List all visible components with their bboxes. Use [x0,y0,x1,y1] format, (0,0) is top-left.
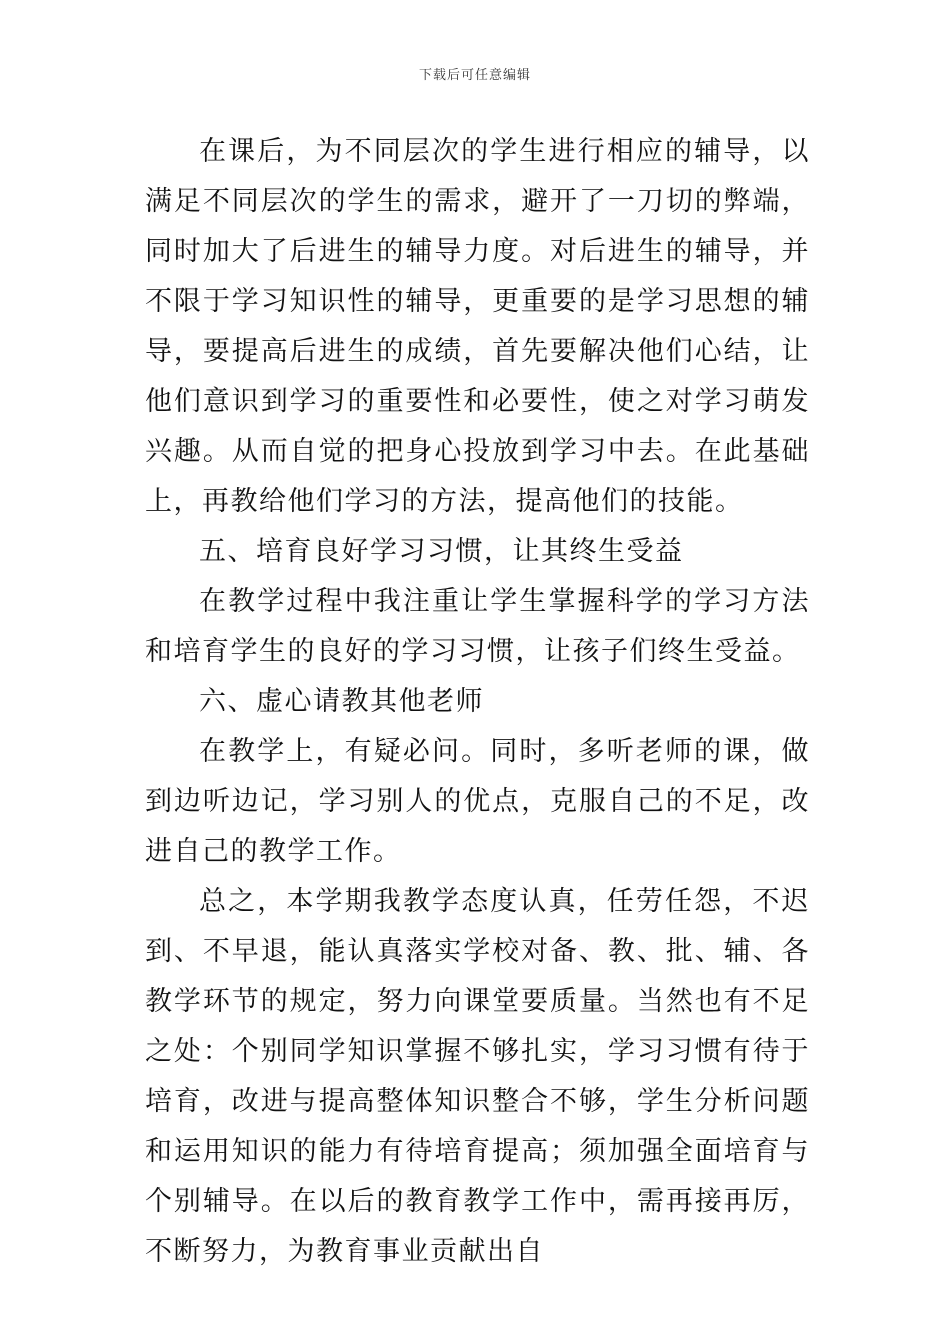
heading-section-six: 六、虚心请教其他老师 [199,686,484,717]
heading-section-five: 五、培育良好学习习惯，让其终生受益 [199,536,684,567]
paragraph-study-habits: 在教学过程中我注重让学生掌握科学的学习方法和培育学生的良好的学习习惯，让孩子们终生受益。 [145,586,810,667]
paragraph-summary: 总之，本学期我教学态度认真，任劳任怨，不迟到、不早退，能认真落实学校对备、教、批、辅、各教学环节的规定，努力向课堂要质量。当然也有不足之处：个别同学知识掌握不够扎实，学习习惯有待于培育，改进与提高整体知识整合不够，学生分析问题和运用知识的能力有待培育提高；须加强全面培育与个别辅导。在以后的教育教学工作中，需再接再厉，不断努力，为教育事业贡献出自 [145,886,810,1267]
paragraph-consult-teachers: 在教学上，有疑必问。同时，多听老师的课，做到边听边记，学习别人的优点，克服自己的不足，改进自己的教学工作。 [145,736,810,867]
document-body [145,127,810,1277]
page-header: 下载后可任意编辑 [418,68,531,83]
paragraph-tutoring: 在课后，为不同层次的学生进行相应的辅导，以满足不同层次的学生的需求，避开了一刀切的弊端，同时加大了后进生的辅导力度。对后进生的辅导，并不限于学习知识性的辅导，更重要的是学习思想的辅导，要提高后进生的成绩，首先要解决他们心结，让他们意识到学习的重要性和必要性，使之对学习萌发兴趣。从而自觉的把身心投放到学习中去。在此基础上，再教给他们学习的方法，提高他们的技能。 [145,136,810,517]
